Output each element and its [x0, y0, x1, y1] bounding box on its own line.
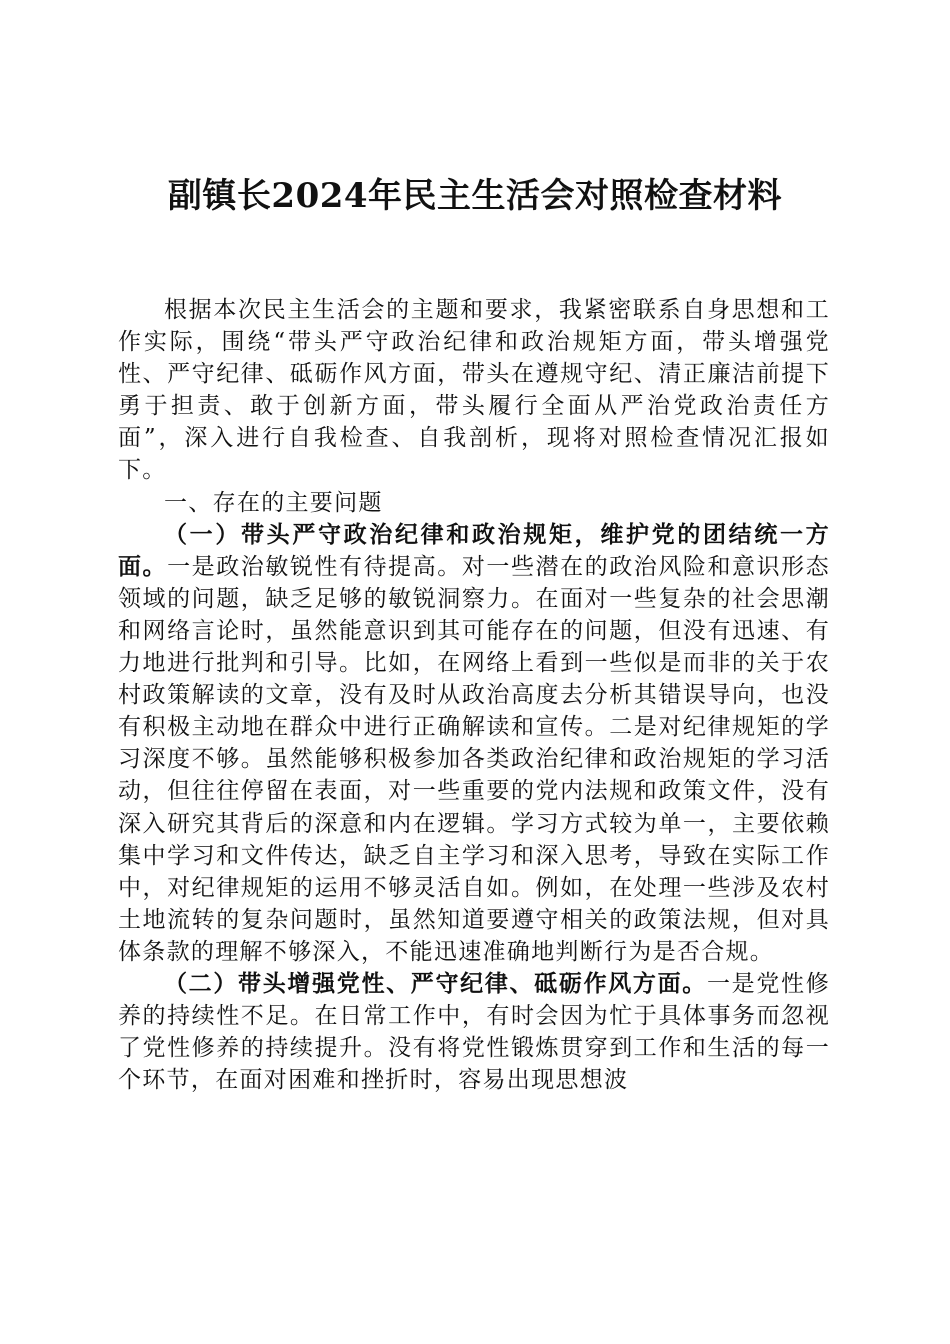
intro-paragraph: 根据本次民主生活会的主题和要求，我紧密联系自身思想和工作实际，围绕“带头严守政治纪律和政治规矩方面，带头增强党性、严守纪律、砥砺作风方面，带头在遵规守纪、清正廉洁前提下勇于担责、敢于创新方面，带头履行全面从严治党政治责任方面”，深入进行自我检查、自我剖析，现将对照检查情况汇报如下。 [118, 297, 830, 484]
part1-paragraph [118, 519, 830, 968]
part2-paragraph [118, 968, 830, 1096]
document-title: 副镇长2024年民主生活会对照检查材料 [167, 176, 783, 216]
part1-heading: （一）带头严守政治纪律和政治规矩，维护党的团结统一方面。 [118, 520, 830, 580]
section-heading: 一、存在的主要问题 [164, 489, 383, 516]
part2-heading: （二）带头增强党性、严守纪律、砥砺作风方面。 [164, 969, 707, 997]
part1-body: 一是政治敏锐性有待提高。对一些潜在的政治风险和意识形态领域的问题，缺乏足够的敏锐洞察力。在面对一些复杂的社会思潮和网络言论时，虽然能意识到其可能存在的问题，但没有迅速、有力地进行批判和引导。比如，在网络上看到一些似是而非的关于农村政策解读的文章，没有及时从政治高度去分析其错误导向，也没有积极主动地在群众中进行正确解读和宣传。二是对纪律规矩的学习深度不够。虽然能够积极参加各类政治纪律和政治规矩的学习活动，但往往停留在表面，对一些重要的党内法规和政策文件，没有深入研究其背后的深意和内在逻辑。学习方式较为单一，主要依赖集中学习和文件传达，缺乏自主学习和深入思考，导致在实际工作中，对纪律规矩的运用不够灵活自如。例如，在处理一些涉及农村土地流转的复杂问题时，虽然知道要遵守相关的政策法规，但对具体条款的理解不够深入，不能迅速准确地判断行为是否合规。 [118, 553, 830, 965]
document-body [118, 294, 830, 1096]
part2-body: 一是党性修养的持续性不足。在日常工作中，有时会因为忙于具体事务而忽视了党性修养的持续提升。没有将党性锻炼贯穿到工作和生活的每一个环节，在面对困难和挫折时，容易出现思想波 [118, 970, 830, 1094]
